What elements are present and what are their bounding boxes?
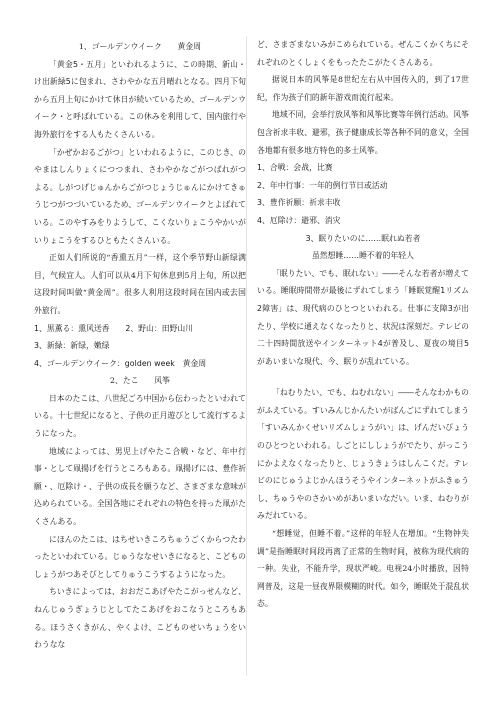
paragraph-cn-kite-custom: 地域不同，会举行放风筝和风筝比赛等年例行活动。风筝包含祈求丰收、避邪，孩子健康成长等各种不同的意义，全国各地都有很多地方特色的多士风筝。	[257, 110, 469, 155]
right-column	[257, 36, 469, 613]
paragraph-kana-kite-continued: ど、さまざまないみがこめられている。ぜんこくかくちにそれぞれのとくしょくをもったたこがたくさんある。	[257, 40, 469, 67]
paragraph-kana-sleep: 「ねむりたい、でも、ねむれない」――そんなわかものがふえている。すいみんじかんたいがばんごにずれてしまう「すいみんかくせいリズムしょうがい」は、げんだいびょうのひとつといわれる。しごとにししょうがでたり、がっこうにかよえなくなったりと、じょうきょうはしんこくだ。テレビのにじゅうよじかんほうそうやインターネットがふきゅうし、ちゅうやのさかいめがあいまいなだい。いま、ねむりがみだれている。	[257, 388, 469, 521]
column-divider	[246, 36, 247, 676]
section-title-sleep: 3、眠りたいのに……眠れぬ若者	[305, 233, 421, 243]
vocab-item: 3、豊作祈願：祈求丰收	[257, 198, 341, 208]
section-subtitle-sleep: 虽然想睡……睡不着的年轻人	[311, 251, 414, 261]
paragraph-cn-sleep: “想睡觉，但睡不着。”这样的年轻人在增加。“生物钟失调”是指睡眠时间段再离了正常的生物时间，被称为现代病的一种。失业，不能升学，现状严峻。电视24小时播放，因特网普及，这是一昼夜界限模糊的时代。如今，睡眠处于混乱状态。	[257, 529, 469, 609]
paragraph-jp-kite-custom: 地域によっては、男児上げやたこ合戦・など、年中行事・として凧揚げを行うところもある。凧揚げには、豊作祈願・、厄除け・、子供の成長を願うなど、さまざまな意味が込められている。全国各地にそれぞれの特色を持った凧がたくさんある。	[34, 446, 246, 527]
paragraph-cn-golden-week: 正如人们所说的“香熏五月”一样，这个季节野山新绿满目，气候宜人。人们可以从4月下旬休息到5月上旬，所以把这段时间叫做“黄金周”。很多人利用这段时间在国内或去国外旅行。	[34, 253, 246, 315]
paragraph-jp-sleep: 「眠りたい、でも、眠れない」――そんな若者が増えている。睡眠時間帯が最後にずれてしまう「睡眠覚醒1リズム2障害」は、現代病のひとつといわれる。仕事に支障3が出たり、学校に通えなくなったりと、状況は深刻だ。テレビの二十四時間放送やインターネット4が普及し、夏夜の境目5があいまいな現代、今、眠りが乱れている。	[257, 268, 469, 366]
section-title-kite: 2、たこ 风筝	[110, 376, 170, 386]
paragraph-kana-golden-week: 「かぜかおるごがつ」といわれるように、このじき、のやまはしんりょくにつつまれ、さわやかなごがつばれがつよる。しがつげじゅんからごがつじょうじゅんにかけてきゅうじつがつづいているため、ゴールデンウイークとよばれている。このやすみをりようして、こくないりょこうやかいがいりょこうをするひともたくさんいる。	[34, 147, 246, 245]
vocab-item: 2、年中行事：一年的例行节日或活动	[257, 180, 388, 190]
section-title-golden-week: 1、ゴールデンウイーク 黄金周	[78, 42, 202, 51]
vocab-item: 3、新緑：新绿，嫩绿	[34, 341, 110, 351]
vocab-item: 4、厄除け：避邪、消灾	[257, 215, 341, 225]
vocab-item: 4、ゴールデンウイーク：golden week 黄金周	[34, 358, 207, 368]
paragraph-jp-golden-week: 「黄金5・五月」といわれるように、この時期、新山・け出新緑5に包まれ、さわやかな五月晴れとなる。四月下旬から五月上旬にかけて休日が続いているため、ゴールデンウイーク・と呼ばれている。この休みを利用して、国内旅行や海外旅行をする人もたくさんいる。	[34, 59, 246, 139]
paragraph-cn-kite-history: 据说日本的风筝是8世纪左右从中国传入的，到了17世纪，作为孩子们的新年游戏而流行起来。	[257, 75, 469, 102]
paragraph-kana-kite-custom: ちいきによっては、おおだこあげやたこがっせんなど、ねんじゅうぎょうじとしてたこあげをおこなうところもある。ほうさくきがん、やくよけ、こどものせいちょうをいわうなな	[34, 587, 246, 650]
paragraph-jp-kite-history: 日本のたこは、八世紀ごろ中国から伝わったといわれている。十七世紀になると、子供の正月遊びとして流行するようになった。	[34, 393, 246, 439]
vocab-item: 1、合戦：会战，比赛	[257, 163, 333, 173]
vocab-item: 1、黒薫る：熏风送香 2、野山：田野山川	[34, 323, 194, 333]
left-column	[34, 38, 246, 654]
paragraph-kana-kite-history: にほんのたこは、はちせいきころちゅうごくからつたわったといわれている。じゅうななせいきになると、こどものしょうがつあそびとしてりゅうこうするようになった。	[34, 534, 246, 579]
